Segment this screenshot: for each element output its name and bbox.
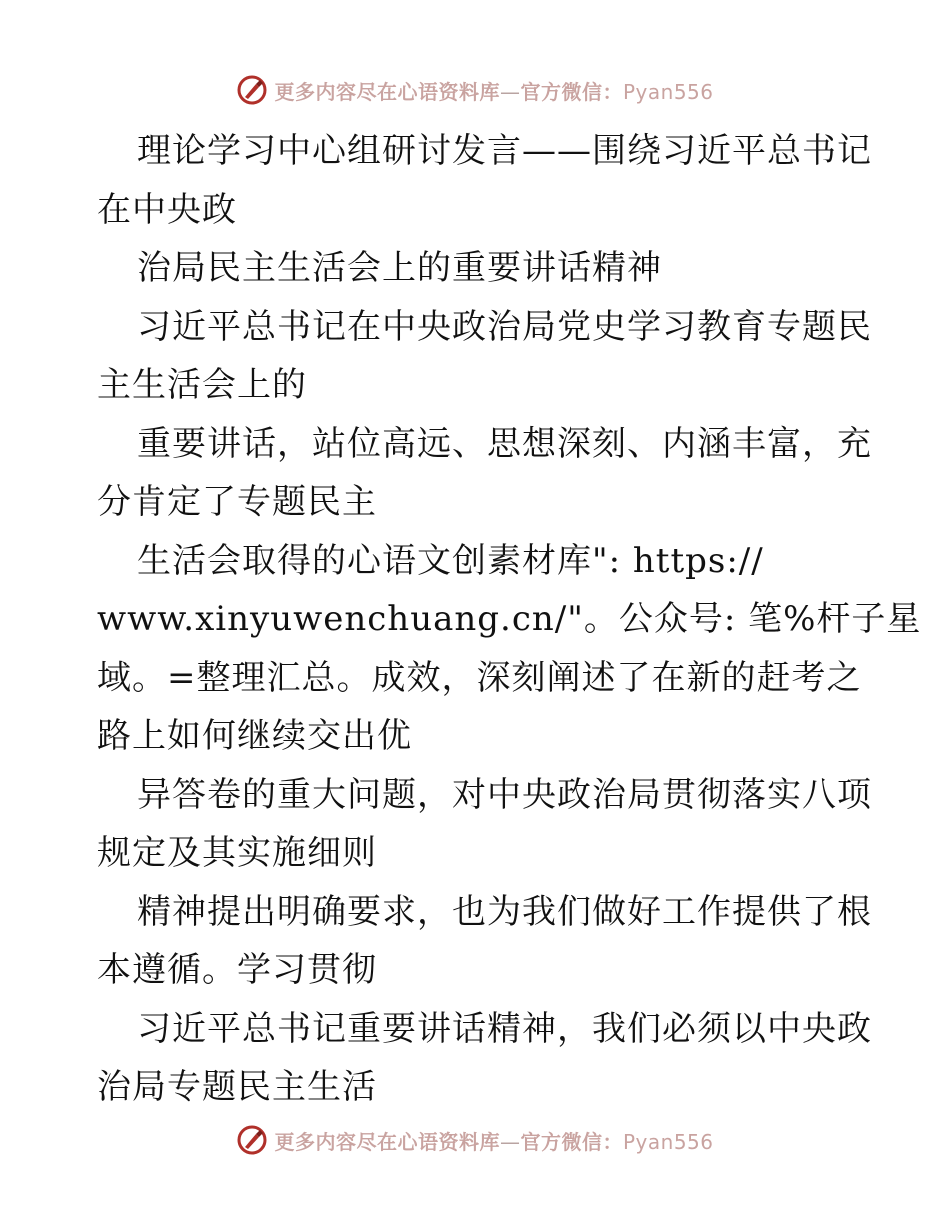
- text-line: 异答卷的重大问题，对中央政治局贯彻落实八项: [137, 774, 872, 815]
- text-line: 规定及其实施细则: [97, 833, 377, 873]
- pen-circle-icon: [236, 74, 268, 106]
- header-watermark: [0, 70, 950, 110]
- watermark-text: 更多内容尽在心语资料库—官方微信：Pyan556: [274, 1129, 714, 1154]
- text-line: 重要讲话，站位高远、思想深刻、内涵丰富，充: [137, 423, 872, 464]
- text-line: 精神提出明确要求，也为我们做好工作提供了根: [137, 891, 872, 932]
- watermark-text: 更多内容尽在心语资料库—官方微信：Pyan556: [274, 79, 714, 104]
- text-line: 路上如何继续交出优: [97, 716, 412, 756]
- text-line: 理论学习中心组研讨发言——围绕习近平总书记: [137, 131, 872, 171]
- text-line: 习近平总书记在中央政治局党史学习教育专题民: [137, 306, 872, 347]
- text-line: 习近平总书记重要讲话精神，我们必须以中央政: [137, 1008, 872, 1049]
- text-line: 域。=整理汇总。成效，深刻阐述了在新的赶考之: [97, 657, 862, 698]
- text-line: 本遵循。学习贯彻: [97, 950, 377, 990]
- text-line: 生活会取得的心语文创素材库": https://: [137, 540, 764, 581]
- text-line: www.xinyuwenchuang.cn/"。公众号: 笔%杆子星: [97, 599, 922, 639]
- footer-watermark: [0, 1120, 950, 1160]
- text-line: 治局专题民主生活: [97, 1067, 377, 1107]
- pen-circle-icon: [236, 1124, 268, 1156]
- text-line: 在中央政: [97, 189, 237, 230]
- text-line: 分肯定了专题民主: [97, 482, 377, 522]
- document-body: [97, 122, 922, 1117]
- text-line: 治局民主生活会上的重要讲话精神: [137, 248, 662, 288]
- text-line: 主生活会上的: [97, 365, 307, 405]
